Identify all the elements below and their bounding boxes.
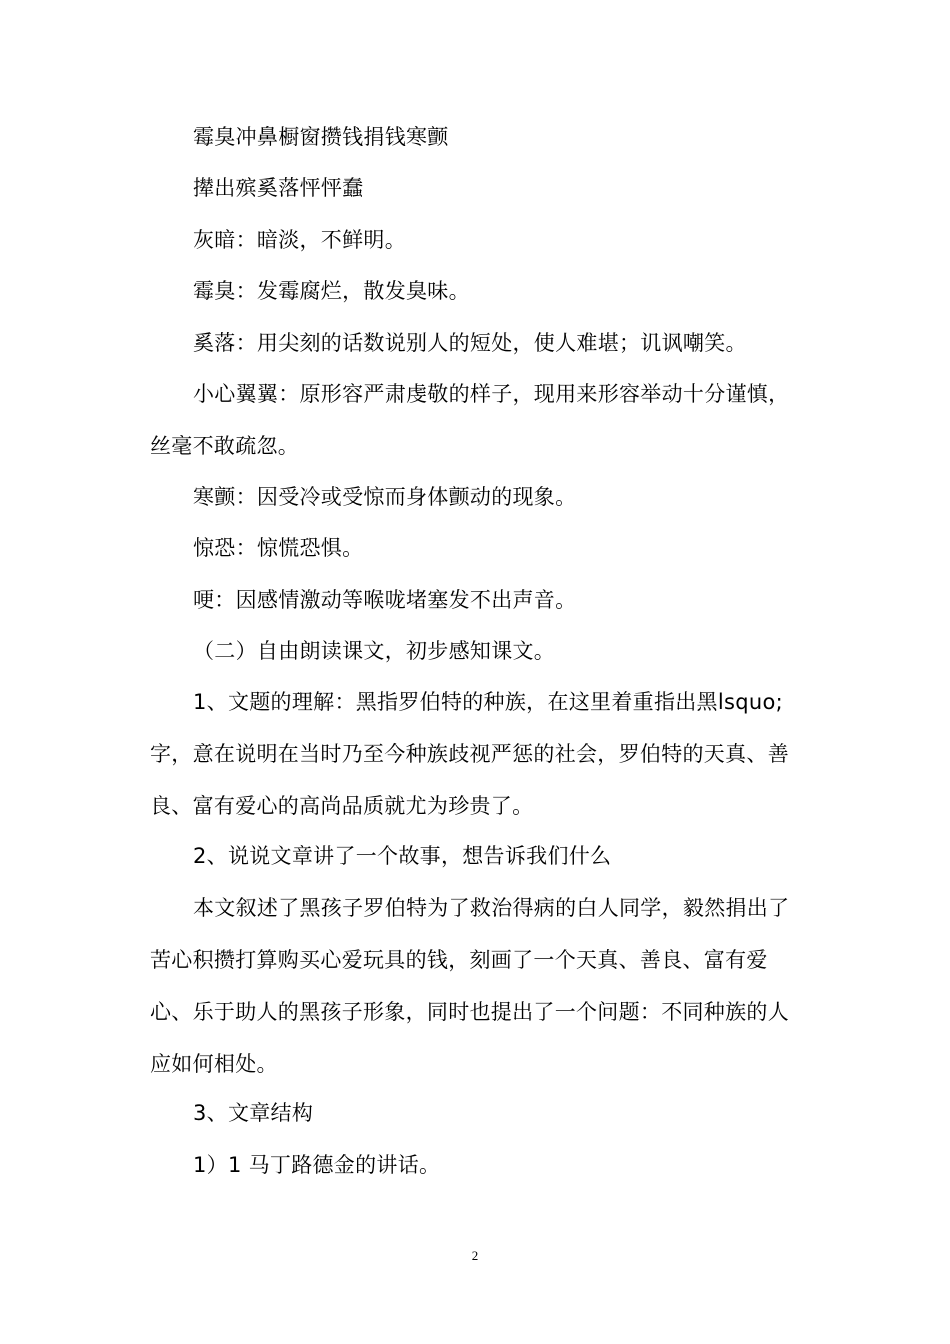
paragraph-definition-huian: 灰暗：暗淡，不鲜明。 [193,228,406,252]
paragraph-definition-xiaoxinyiyi: 小心翼翼：原形容严肃虔敬的样子，现用来形容举动十分谨慎，丝毫不敢疏忽。 [150,382,790,458]
page-number: 2 [471,1248,479,1263]
paragraph-definition-jingkong: 惊恐：惊慌恐惧。 [193,536,364,560]
paragraph-structure-item-1: 1）1 马丁路德金的讲话。 [193,1153,441,1177]
paragraph-story-question: 2、说说文章讲了一个故事，想告诉我们什么 [193,844,612,868]
paragraph-title-understanding: 1、文题的理解：黑指罗伯特的种族，在这里着重指出黑lsquo;字，意在说明在当时乃至今种族歧视严惩的社会，罗伯特的天真、善良、富有爱心的高尚品质就尤为珍贵了。 [150,690,789,818]
paragraph-story-summary: 本文叙述了黑孩子罗伯特为了救治得病的白人同学，毅然捐出了苦心积攒打算购买心爱玩具的钱，刻画了一个天真、善良、富有爱心、乐于助人的黑孩子形象，同时也提出了一个问题：不同种族的人应如何相处。 [150,896,790,1076]
paragraph-definition-meichou: 霉臭：发霉腐烂，散发臭味。 [193,279,470,303]
paragraph-definition-hanchan: 寒颤：因受冷或受惊而身体颤动的现象。 [193,485,577,509]
paragraph-vocab-1: 霉臭冲鼻橱窗攒钱捐钱寒颤 [193,125,449,149]
paragraph-structure-heading: 3、文章结构 [193,1101,314,1125]
paragraph-definition-geng: 哽：因感情激动等喉咙堵塞发不出声音。 [193,588,577,612]
section-heading-free-reading: （二）自由朗读课文，初步感知课文。 [193,639,556,663]
paragraph-vocab-2: 撵出殡奚落怦怦蠢 [193,176,364,200]
paragraph-definition-xiluo: 奚落：用尖刻的话数说别人的短处，使人难堪；讥讽嘲笑。 [193,331,747,355]
